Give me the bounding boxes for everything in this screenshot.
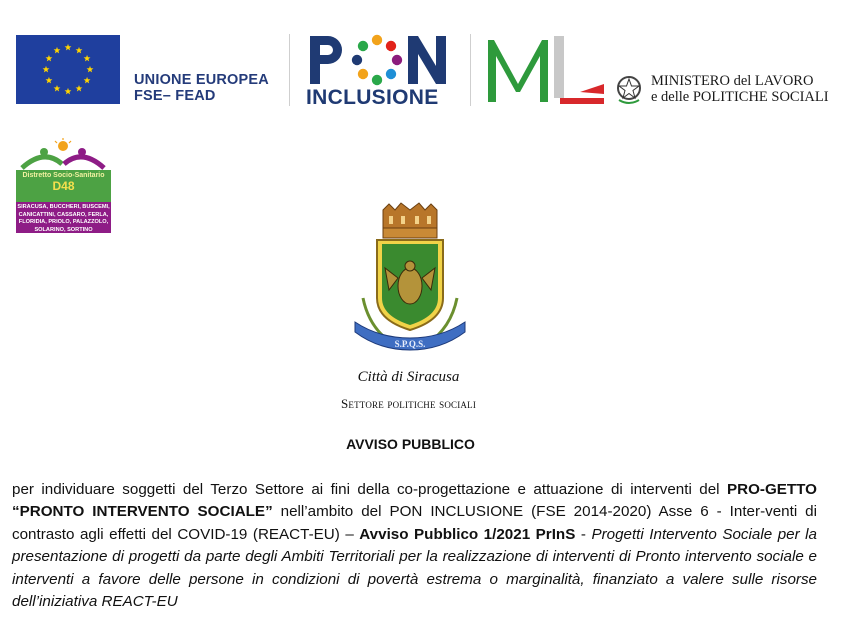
pon-subtitle: INCLUSIONE — [306, 86, 439, 109]
eu-star-icon — [54, 85, 61, 92]
eu-star-icon — [87, 66, 94, 73]
body-italic-description: Progetti Intervento Sociale per la presentazione di progetti da parte degli Ambiti Territoriali per la realizzazione di interventi di Pronto intervento sociale e interventi a favore delle persone in condizioni di povertà estrema o marginalità, finanziato a valere sulle risorse dell’iniziativa REACT-EU — [12, 525, 817, 611]
district-code: D48 — [52, 179, 75, 193]
eu-star-icon — [65, 44, 72, 51]
body-text-part: per individuare soggetti del Terzo Settore ai fini della co-progettazione e attuazione di interventi del — [12, 481, 727, 498]
eu-star-icon — [76, 85, 83, 92]
ministero-line2: e delle POLITICHE SOCIALI — [651, 89, 829, 105]
document-body-paragraph — [12, 479, 817, 613]
eu-line2: FSE– FEAD — [134, 88, 216, 104]
document-title-text: AVVISO PUBBLICO — [346, 436, 475, 452]
district-member-line: CANICATTINI, CASSARO, FERLA, — [18, 211, 109, 218]
ministero-line1: MINISTERO del LAVORO — [651, 73, 814, 89]
city-name-text: Città di Siracusa — [357, 369, 460, 385]
eu-star-icon — [84, 77, 91, 84]
eu-stars-icon — [16, 35, 120, 104]
eu-flag-logo — [16, 35, 120, 104]
pon-wordmark-logo — [306, 30, 452, 90]
body-bold-project: PRO-GETTO “PRONTO INTERVENTO SOCIALE” — [12, 481, 817, 521]
eu-star-icon — [84, 55, 91, 62]
eu-line1: UNIONE EUROPEA — [134, 72, 269, 88]
district-people-logo-icon — [14, 138, 112, 172]
divider — [289, 34, 290, 106]
district-member-line: FLORIDIA, PRIOLO, PALAZZOLO, — [18, 219, 109, 225]
coat-motto: S.P.Q.S. — [394, 339, 426, 349]
district-member-line: SOLARINO, SORTINO — [34, 226, 93, 233]
eu-star-icon — [65, 88, 72, 95]
district-members — [16, 202, 111, 233]
eu-star-icon — [46, 55, 53, 62]
document-title — [0, 436, 841, 452]
eu-star-icon — [54, 47, 61, 54]
district-member-line: SIRACUSA, BUCCHERI, BUSCEMI, — [17, 204, 110, 210]
department-name — [0, 396, 841, 412]
district-logo-header — [16, 170, 111, 202]
department-name-text: Settore politiche sociali — [340, 396, 477, 411]
body-bold-notice: Avviso Pubblico 1/2021 PrInS — [359, 525, 576, 543]
eu-star-icon — [46, 77, 53, 84]
siracusa-coat-of-arms — [349, 198, 471, 356]
ministero-ml-logo — [484, 32, 608, 106]
ministero-text — [651, 73, 829, 105]
italian-republic-emblem-icon — [614, 74, 644, 106]
district-caption: Distretto Socio-Sanitario — [22, 172, 105, 179]
eu-star-icon — [43, 66, 50, 73]
city-name — [0, 369, 841, 386]
eu-logo-text — [134, 72, 269, 104]
body-text-part: nell’ambito del PON INCLUSIONE (FSE 2014-2020) Asse 6 - Inter-venti di contrasto agli effetti del COVID-19 (REACT-EU) – — [12, 503, 817, 543]
body-text-part: - — [575, 525, 592, 543]
divider — [470, 34, 471, 106]
eu-star-icon — [76, 47, 83, 54]
